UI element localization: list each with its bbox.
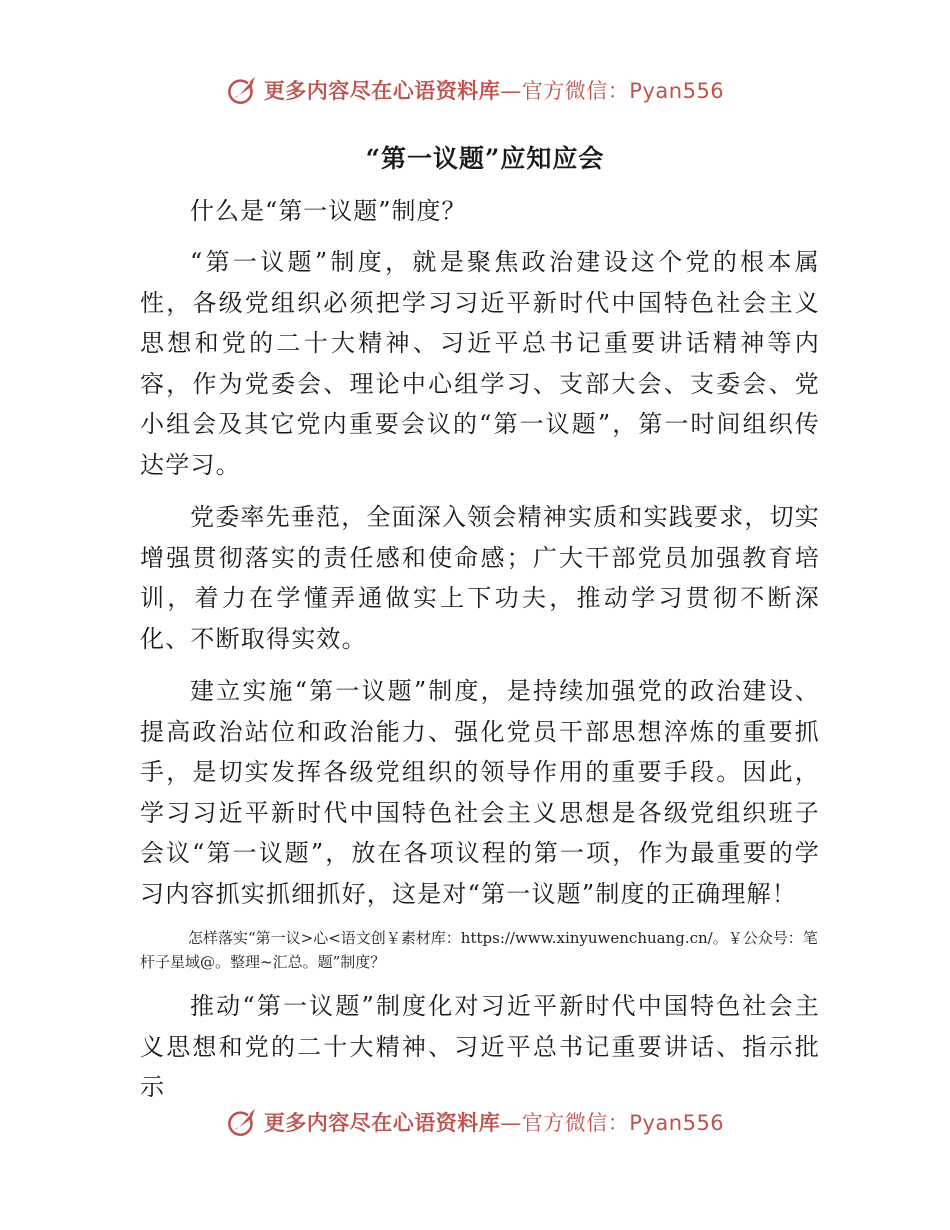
banner-separator: — [500,1111,522,1135]
paragraph-3: 建立实施“第一议题”制度，是持续加强党的政治建设、提高政治站位和政治能力、强化党员干部思想淬炼的重要抓手，是切实发挥各级党组织的领导作用的重要手段。因此，学习习近平新时代中国特色社会主义思想是各级党组织班子会议“第一议题”，放在各项议程的第一项，作为最重要的学习内容抓实抓细抓好，这是对“第一议题”制度的正确理解！ [140,677,820,908]
footer-banner [0,1100,950,1144]
banner-title: 更多内容尽在心语资料库 [263,1111,501,1135]
inserted-note: 怎样落实“第一议>心<语文创￥素材库：https://www.xinyuwenchuang.cn/。￥公众号：笔杆子星域@。整理~汇总。题”制度？ [140,929,818,971]
banner-text [264,1107,724,1137]
paragraph-4: 推动“第一议题”制度化对习近平新时代中国特色社会主义思想和党的二十大精神、习近平总书记重要讲话、指示批示 [140,992,820,1101]
header-banner [0,68,950,112]
quill-logo-icon [226,1105,260,1139]
quill-logo-icon [226,73,260,107]
section-question: 什么是“第一议题”制度？ [190,197,467,225]
banner-text [264,75,724,105]
banner-separator: — [500,79,522,103]
banner-wechat: 官方微信：Pyan556 [521,79,725,103]
banner-wechat: 官方微信：Pyan556 [521,1111,725,1135]
banner-title: 更多内容尽在心语资料库 [263,79,501,103]
paragraph-2: 党委率先垂范，全面深入领会精神实质和实践要求，切实增强贯彻落实的责任感和使命感；广大干部党员加强教育培训，着力在学懂弄通做实上下功夫，推动学习贯彻不断深化、不断取得实效。 [140,503,820,653]
paragraph-1: “第一议题”制度，就是聚焦政治建设这个党的根本属性，各级党组织必须把学习习近平新时代中国特色社会主义思想和党的二十大精神、习近平总书记重要讲话精神等内容，作为党委会、理论中心组学习、支部大会、支委会、党小组会及其它党内重要会议的“第一议题”，第一时间组织传达学习。 [140,248,820,479]
document-title: “第一议题”应知应会 [365,144,605,173]
document-body [140,134,820,1120]
